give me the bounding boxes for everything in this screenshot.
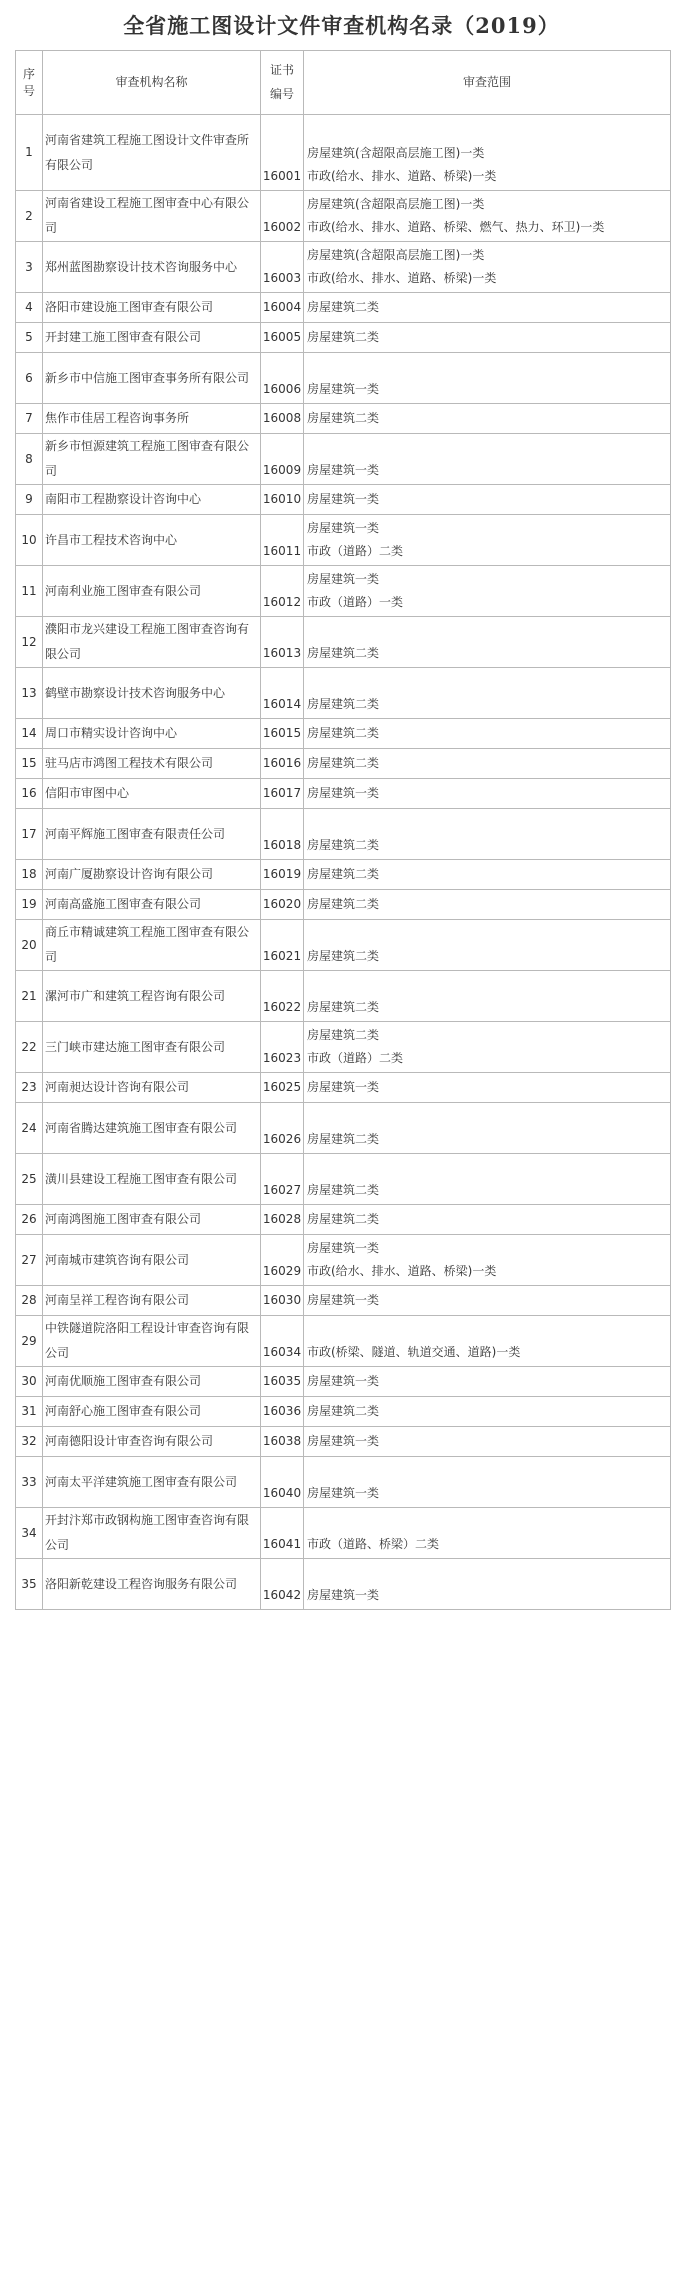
table-row [16,749,671,779]
agency-name-text: 鹤壁市勘察设计技术咨询服务中心 [45,685,226,700]
header-index: 序号 [16,51,43,115]
table-row [16,1559,671,1610]
agency-name-text: 三门峡市建达施工图审查有限公司 [45,1039,226,1054]
cert-number: 16019 [261,860,304,890]
agency-name [43,1397,261,1427]
table-row [16,353,671,404]
header-cert-line1: 证书 [269,63,294,77]
review-scope [304,1103,671,1154]
scope-line: 房屋建筑二类 [307,867,380,881]
row-index: 5 [16,323,43,353]
cert-number: 16035 [261,1367,304,1397]
agency-name [43,1154,261,1205]
review-scope [304,434,671,485]
agency-name [43,1427,261,1457]
table-row [16,860,671,890]
agency-name [43,434,261,485]
scope-line: 房屋建筑二类 [307,1183,380,1197]
scope-line: 房屋建筑一类 [307,786,380,800]
agency-name-text: 驻马店市鸿图工程技术有限公司 [45,756,214,770]
row-index: 29 [16,1316,43,1367]
cert-number: 16036 [261,1397,304,1427]
table-row [16,242,671,293]
cert-number: 16003 [261,242,304,293]
scope-line: 房屋建筑二类 [307,897,380,911]
table-row [16,920,671,971]
agency-name [43,1205,261,1235]
agency-name [43,779,261,809]
cert-number: 16001 [261,115,304,191]
scope-line: 市政（道路）二类 [307,544,404,558]
scope-line: 房屋建筑一类 [307,1241,380,1255]
cert-number: 16040 [261,1457,304,1508]
cert-number: 16009 [261,434,304,485]
cert-number: 16014 [261,668,304,719]
row-index: 19 [16,890,43,920]
table-row [16,1286,671,1316]
agency-name [43,353,261,404]
scope-line: 市政(给水、排水、道路、桥梁)一类 [307,169,497,183]
table-row [16,1205,671,1235]
cert-number: 16004 [261,293,304,323]
row-index: 9 [16,485,43,515]
scope-line: 房屋建筑(含超限高层施工图)一类 [307,146,485,160]
row-index: 4 [16,293,43,323]
cert-number: 16026 [261,1103,304,1154]
header-cert [261,51,304,115]
agency-name-text: 新乡市中信施工图审查事务所有限公司 [45,370,250,385]
agency-name-text: 河南优顺施工图审查有限公司 [45,1374,202,1388]
agency-name [43,1073,261,1103]
header-scope: 审查范围 [304,51,671,115]
agency-name [43,971,261,1022]
agency-name [43,323,261,353]
agency-name [43,1235,261,1286]
table-row [16,1022,671,1073]
table-row [16,115,671,191]
cert-number: 16038 [261,1427,304,1457]
agency-name-text: 河南省建设工程施工图审查中心有限公司 [45,196,250,235]
review-scope [304,890,671,920]
agency-name [43,1316,261,1367]
agency-name-text: 河南昶达设计咨询有限公司 [45,1080,190,1094]
agency-name-text: 河南舒心施工图审查有限公司 [45,1404,202,1418]
header-name: 审查机构名称 [43,51,261,115]
review-scope [304,1367,671,1397]
agency-name-text: 河南太平洋建筑施工图审查有限公司 [45,1474,238,1489]
scope-line: 房屋建筑一类 [307,492,380,506]
cert-number: 16017 [261,779,304,809]
review-scope [304,617,671,668]
review-scope [304,719,671,749]
agency-name-text: 开封建工施工图审查有限公司 [45,330,202,344]
scope-line: 房屋建筑(含超限高层施工图)一类 [307,197,485,211]
agency-name [43,1559,261,1610]
table-row [16,1457,671,1508]
scope-line: 房屋建筑二类 [307,1212,380,1226]
review-scope [304,860,671,890]
scope-line: 市政(桥梁、隧道、轨道交通、道路)一类 [307,1345,521,1359]
row-index: 28 [16,1286,43,1316]
agency-name-text: 河南省腾达建筑施工图审查有限公司 [45,1120,238,1135]
cert-number: 16018 [261,809,304,860]
table-row [16,617,671,668]
agency-name [43,749,261,779]
agency-name-text: 洛阳新乾建设工程咨询服务有限公司 [45,1576,238,1591]
agency-name-text: 河南城市建筑咨询有限公司 [45,1252,190,1267]
agency-name [43,1286,261,1316]
review-scope [304,566,671,617]
agency-name [43,1508,261,1559]
review-scope [304,1559,671,1610]
row-index: 30 [16,1367,43,1397]
row-index: 24 [16,1103,43,1154]
scope-line: 房屋建筑一类 [307,521,380,535]
row-index: 12 [16,617,43,668]
table-row [16,434,671,485]
agency-name [43,617,261,668]
cert-number: 16012 [261,566,304,617]
agency-name [43,890,261,920]
row-index: 10 [16,515,43,566]
agency-name [43,920,261,971]
scope-line: 房屋建筑二类 [307,1028,380,1042]
row-index: 20 [16,920,43,971]
agency-name [43,566,261,617]
agency-name-text: 周口市精实设计咨询中心 [45,726,178,740]
cert-number: 16028 [261,1205,304,1235]
table-row [16,719,671,749]
agency-table [15,50,671,1610]
agency-name-text: 河南高盛施工图审查有限公司 [45,897,202,911]
header-cert-line2: 编号 [269,87,294,101]
row-index: 31 [16,1397,43,1427]
scope-line: 市政（道路）二类 [307,1051,404,1065]
review-scope [304,1397,671,1427]
agency-name-text: 南阳市工程勘察设计咨询中心 [45,492,202,506]
agency-name-text: 洛阳市建设施工图审查有限公司 [45,300,214,314]
row-index: 16 [16,779,43,809]
cert-number: 16006 [261,353,304,404]
agency-name-text: 漯河市广和建筑工程咨询有限公司 [45,988,226,1003]
agency-name [43,809,261,860]
row-index: 35 [16,1559,43,1610]
cert-number: 16008 [261,404,304,434]
row-index: 33 [16,1457,43,1508]
table-row [16,1508,671,1559]
row-index: 13 [16,668,43,719]
agency-name [43,860,261,890]
scope-line: 房屋建筑(含超限高层施工图)一类 [307,248,485,262]
scope-line: 房屋建筑二类 [307,1000,380,1014]
scope-line: 房屋建筑一类 [307,1434,380,1448]
agency-name-text: 河南广厦勘察设计咨询有限公司 [45,867,214,881]
row-index: 8 [16,434,43,485]
table-row [16,668,671,719]
scope-line: 房屋建筑一类 [307,382,380,396]
row-index: 22 [16,1022,43,1073]
review-scope [304,191,671,242]
agency-name [43,1103,261,1154]
row-index: 15 [16,749,43,779]
agency-name-text: 信阳市审图中心 [45,786,130,800]
agency-name [43,115,261,191]
table-row [16,1367,671,1397]
agency-name [43,191,261,242]
review-scope [304,1508,671,1559]
cert-number: 16011 [261,515,304,566]
row-index: 18 [16,860,43,890]
scope-line: 房屋建筑一类 [307,1080,380,1094]
scope-line: 房屋建筑二类 [307,330,380,344]
agency-name-text: 河南鸿图施工图审查有限公司 [45,1212,202,1226]
agency-name [43,719,261,749]
scope-line: 房屋建筑二类 [307,1404,380,1418]
scope-line: 房屋建筑一类 [307,1374,380,1388]
table-row [16,1103,671,1154]
agency-name [43,1457,261,1508]
table-row [16,566,671,617]
table-body [16,115,671,1610]
review-scope [304,1316,671,1367]
agency-name-text: 郑州蓝图勘察设计技术咨询服务中心 [45,259,238,274]
cert-number: 16023 [261,1022,304,1073]
agency-name-text: 河南利业施工图审查有限公司 [45,583,202,598]
cert-number: 16013 [261,617,304,668]
scope-line: 房屋建筑一类 [307,1486,380,1500]
table-row [16,515,671,566]
table-row [16,890,671,920]
cert-number: 16021 [261,920,304,971]
review-scope [304,920,671,971]
review-scope [304,242,671,293]
agency-name-text: 濮阳市龙兴建设工程施工图审查咨询有限公司 [45,622,250,661]
scope-line: 房屋建筑一类 [307,1588,380,1602]
row-index: 6 [16,353,43,404]
table-row [16,404,671,434]
table-row [16,323,671,353]
scope-line: 房屋建筑二类 [307,646,380,660]
agency-name-text: 开封汴郑市政钢构施工图审查咨询有限公司 [45,1513,250,1552]
row-index: 17 [16,809,43,860]
agency-name [43,485,261,515]
cert-number: 16002 [261,191,304,242]
table-row [16,779,671,809]
row-index: 11 [16,566,43,617]
scope-line: 房屋建筑二类 [307,756,380,770]
agency-name-text: 中铁隧道院洛阳工程设计审查咨询有限公司 [45,1321,250,1360]
row-index: 3 [16,242,43,293]
review-scope [304,809,671,860]
row-index: 2 [16,191,43,242]
review-scope [304,515,671,566]
table-row [16,809,671,860]
scope-line: 房屋建筑二类 [307,411,380,425]
row-index: 21 [16,971,43,1022]
scope-line: 房屋建筑二类 [307,697,380,711]
agency-name-text: 许昌市工程技术咨询中心 [45,532,178,547]
table-row [16,1316,671,1367]
review-scope [304,323,671,353]
cert-number: 16015 [261,719,304,749]
table-row [16,191,671,242]
review-scope [304,353,671,404]
review-scope [304,404,671,434]
scope-line: 市政(给水、排水、道路、桥梁)一类 [307,1264,497,1278]
scope-line: 市政（道路、桥梁）二类 [307,1537,440,1551]
cert-number: 16010 [261,485,304,515]
scope-line: 房屋建筑二类 [307,726,380,740]
scope-line: 房屋建筑二类 [307,1132,380,1146]
review-scope [304,779,671,809]
row-index: 7 [16,404,43,434]
agency-name-text: 商丘市精诚建筑工程施工图审查有限公司 [45,925,250,964]
page-title: 全省施工图设计文件审查机构名录（2019） [123,13,560,38]
review-scope [304,1073,671,1103]
row-index: 23 [16,1073,43,1103]
scope-line: 市政(给水、排水、道路、桥梁、燃气、热力、环卫)一类 [307,220,605,234]
agency-name [43,404,261,434]
table-row [16,293,671,323]
agency-name [43,1367,261,1397]
row-index: 32 [16,1427,43,1457]
row-index: 14 [16,719,43,749]
scope-line: 市政（道路）一类 [307,595,404,609]
scope-line: 房屋建筑二类 [307,838,380,852]
review-scope [304,485,671,515]
agency-name-text: 新乡市恒源建筑工程施工图审查有限公司 [45,439,250,478]
scope-line: 房屋建筑二类 [307,300,380,314]
agency-name-text: 焦作市佳居工程咨询事务所 [45,411,190,425]
agency-name-text: 河南呈祥工程咨询有限公司 [45,1293,190,1307]
row-index: 1 [16,115,43,191]
cert-number: 16016 [261,749,304,779]
agency-name-text: 潢川县建设工程施工图审查有限公司 [45,1171,238,1186]
cert-number: 16020 [261,890,304,920]
table-row [16,1397,671,1427]
row-index: 34 [16,1508,43,1559]
review-scope [304,971,671,1022]
scope-line: 房屋建筑二类 [307,949,380,963]
agency-name [43,293,261,323]
table-row [16,1154,671,1205]
review-scope [304,1235,671,1286]
agency-name [43,515,261,566]
agency-name-text: 河南德阳设计审查咨询有限公司 [45,1434,214,1448]
row-index: 26 [16,1205,43,1235]
row-index: 27 [16,1235,43,1286]
cert-number: 16030 [261,1286,304,1316]
table-container [15,50,670,1610]
review-scope [304,1154,671,1205]
review-scope [304,668,671,719]
table-row [16,971,671,1022]
cert-number: 16022 [261,971,304,1022]
agency-name-text: 河南省建筑工程施工图设计文件审查所有限公司 [45,132,250,172]
scope-line: 房屋建筑一类 [307,463,380,477]
agency-name-text: 河南平辉施工图审查有限责任公司 [45,826,226,841]
cert-number: 16041 [261,1508,304,1559]
agency-name [43,242,261,293]
row-index: 25 [16,1154,43,1205]
review-scope [304,1205,671,1235]
table-row [16,1427,671,1457]
table-row [16,1235,671,1286]
scope-line: 市政(给水、排水、道路、桥梁)一类 [307,271,497,285]
cert-number: 16005 [261,323,304,353]
cert-number: 16029 [261,1235,304,1286]
review-scope [304,115,671,191]
agency-name [43,1022,261,1073]
review-scope [304,293,671,323]
table-row [16,1073,671,1103]
cert-number: 16027 [261,1154,304,1205]
review-scope [304,1457,671,1508]
table-header-row [16,51,671,115]
scope-line: 房屋建筑一类 [307,572,380,586]
review-scope [304,1427,671,1457]
review-scope [304,1022,671,1073]
cert-number: 16034 [261,1316,304,1367]
review-scope [304,1286,671,1316]
review-scope [304,749,671,779]
cert-number: 16025 [261,1073,304,1103]
cert-number: 16042 [261,1559,304,1610]
scope-line: 房屋建筑一类 [307,1293,380,1307]
table-row [16,485,671,515]
agency-name [43,668,261,719]
